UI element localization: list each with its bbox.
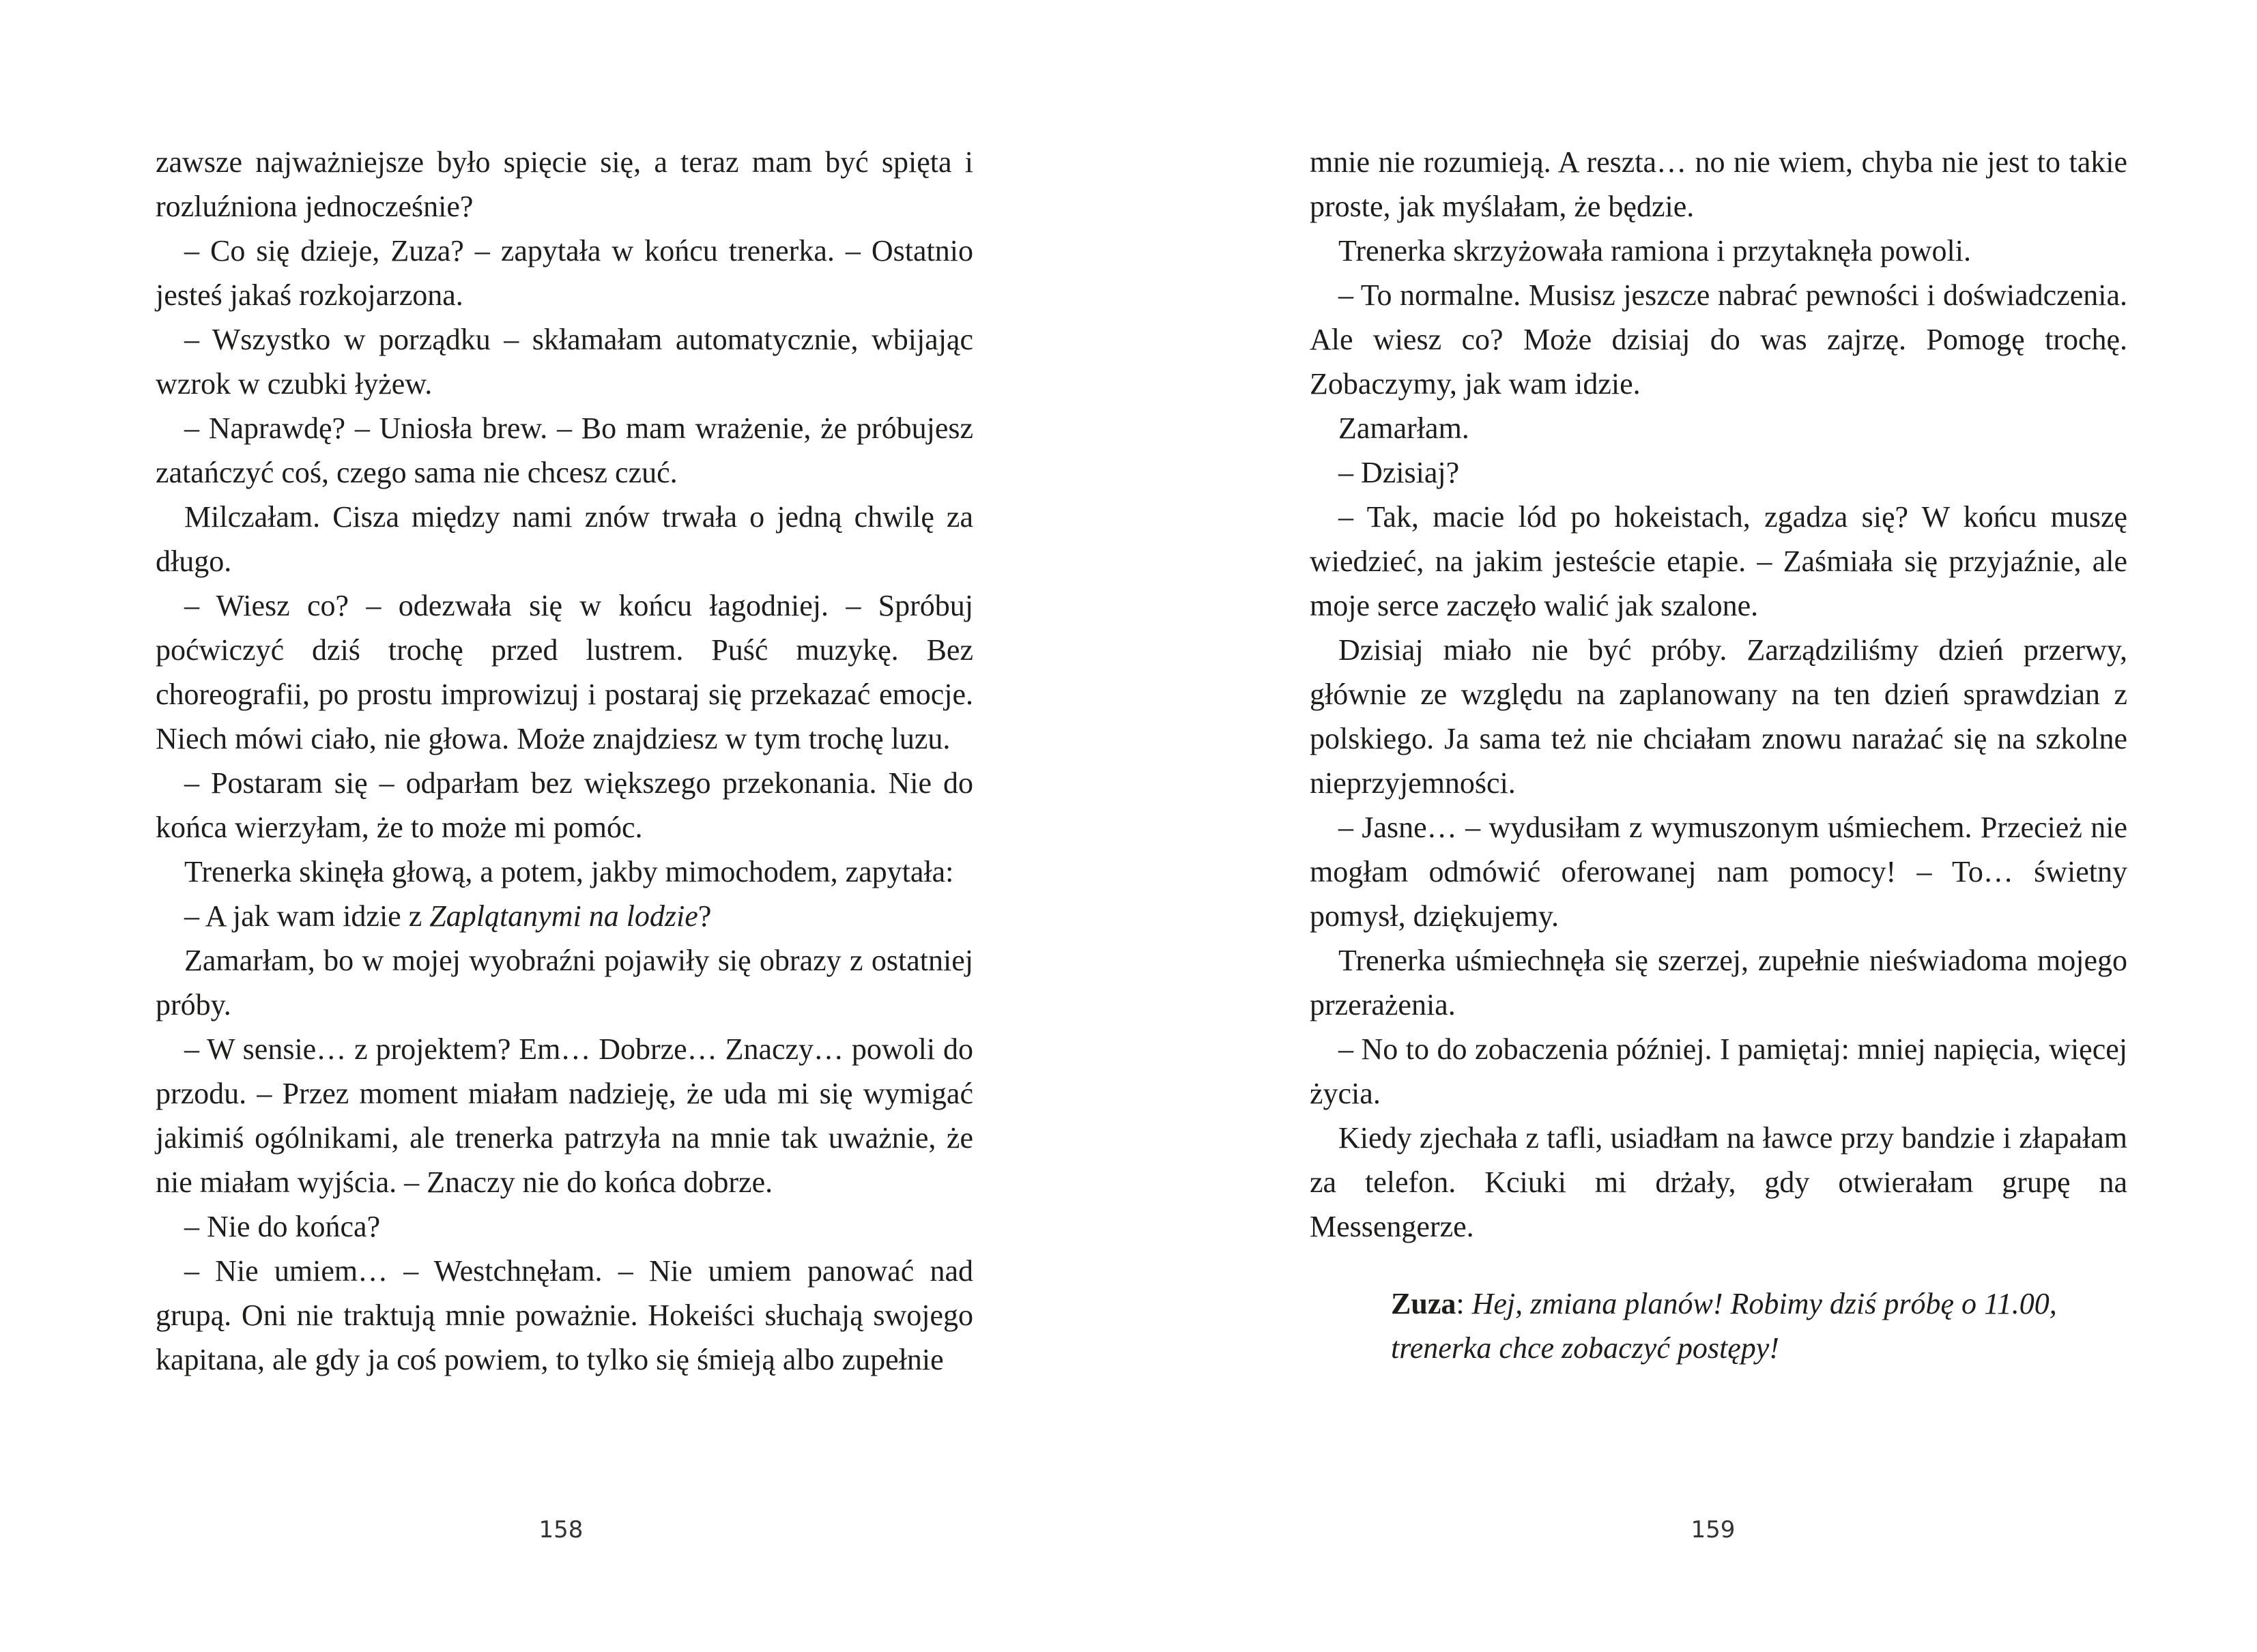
paragraph: – Naprawdę? – Uniosła brew. – Bo mam wrażenie, że próbujesz zatańczyć coś, czego sama nie chcesz czuć. <box>156 411 973 489</box>
page-number: 159 <box>1691 1516 1736 1544</box>
left-page-body <box>156 140 973 1382</box>
paragraph: Zamarłam. <box>1338 411 1469 445</box>
paragraph: – Tak, macie lód po hokeistach, zgadza się? W końcu muszę wiedzieć, na jakim jesteście etapie. – Zaśmiała się przyjaźnie, ale moje serce zaczęło walić jak szalone. <box>1310 500 2127 622</box>
page-number: 158 <box>538 1516 584 1544</box>
question-prefix: – A jak wam idzie z <box>184 899 430 933</box>
paragraph: – No to do zobaczenia później. I pamiętaj: mniej napięcia, więcej życia. <box>1310 1032 2127 1110</box>
question-suffix: ? <box>698 899 712 933</box>
paragraph: – Co się dzieje, Zuza? – zapytała w końcu trenerka. – Ostatnio jesteś jakaś rozkojarzona. <box>156 234 973 312</box>
chat-separator: : <box>1456 1287 1472 1320</box>
paragraph: – Jasne… – wydusiłam z wymuszonym uśmiechem. Przecież nie mogłam odmówić oferowanej nam pomocy! – To… świetny pomysł, dziękujemy. <box>1310 811 2127 933</box>
paragraph: – Postaram się – odparłam bez większego przekonania. Nie do końca wierzyłam, że to może mi pomóc. <box>156 766 973 844</box>
right-page <box>1128 0 2257 1652</box>
paragraph: Milczałam. Cisza między nami znów trwała o jedną chwilę za długo. <box>156 500 973 578</box>
paragraph: – Nie do końca? <box>184 1210 381 1243</box>
paragraph: – Wszystko w porządku – skłamałam automatycznie, wbijając wzrok w czubki łyżew. <box>156 323 973 401</box>
paragraph: – Wiesz co? – odezwała się w końcu łagodniej. – Spróbuj poćwiczyć dziś trochę przed lustrem. Puść muzykę. Bez choreografii, po prostu improwizuj i postaraj się przekazać emocje. Niech mówi ciało, nie głowa. Może znajdziesz w tym trochę luzu. <box>156 589 973 755</box>
paragraph: Trenerka skinęła głową, a potem, jakby mimochodem, zapytała: <box>184 855 954 888</box>
chat-sender: Zuza <box>1391 1287 1456 1320</box>
paragraph: – Dzisiaj? <box>1338 456 1460 489</box>
paragraph: Kiedy zjechała z tafli, usiadłam na ławce przy bandzie i złapałam za telefon. Kciuki mi drżały, gdy otwierałam grupę na Messengerze. <box>1310 1121 2127 1243</box>
paragraph: Trenerka uśmiechnęła się szerzej, zupełnie nieświadoma mojego przerażenia. <box>1310 944 2127 1021</box>
paragraph: zawsze najważniejsze było spięcie się, a teraz mam być spięta i rozluźniona jednocześnie? <box>156 145 973 223</box>
chat-message <box>1391 1281 2108 1370</box>
book-title: Zaplątanymi na lodzie <box>429 899 698 933</box>
paragraph: – W sensie… z projektem? Em… Dobrze… Znaczy… powoli do przodu. – Przez moment miałam nadzieję, że uda mi się wymigać jakimiś ogólnikami, ale trenerka patrzyła na mnie tak uważnie, że nie miałam wyjścia. – Znaczy nie do końca dobrze. <box>156 1032 973 1199</box>
left-page <box>0 0 1128 1652</box>
right-page-body <box>1310 140 2127 1249</box>
paragraph: Dzisiaj miało nie być próby. Zarządziliśmy dzień przerwy, głównie ze względu na zaplanowany na ten dzień sprawdzian z polskiego. Ja sama też nie chciałam znowu narażać się na szkolne nieprzyjemności. <box>1310 633 2127 800</box>
paragraph: mnie nie rozumieją. A reszta… no nie wiem, chyba nie jest to takie proste, jak myślałam, że będzie. <box>1310 145 2127 223</box>
paragraph: – To normalne. Musisz jeszcze nabrać pewności i doświadczenia. Ale wiesz co? Może dzisiaj do was zajrzę. Pomogę trochę. Zobaczymy, jak wam idzie. <box>1310 278 2127 401</box>
paragraph: Trenerka skrzyżowała ramiona i przytaknęła powoli. <box>1338 234 1971 267</box>
paragraph: – Nie umiem… – Westchnęłam. – Nie umiem panować nad grupą. Oni nie traktują mnie poważnie. Hokeiści słuchają swojego kapitana, ale gdy ja coś powiem, to tylko się śmieją albo zupełnie <box>156 1254 973 1376</box>
paragraph: Zamarłam, bo w mojej wyobraźni pojawiły się obrazy z ostatniej próby. <box>156 944 973 1021</box>
chat-text: Hej, zmiana planów! Robimy dziś próbę o 11.00, trenerka chce zobaczyć postępy! <box>1391 1287 2057 1365</box>
paragraph-with-title <box>156 894 973 938</box>
